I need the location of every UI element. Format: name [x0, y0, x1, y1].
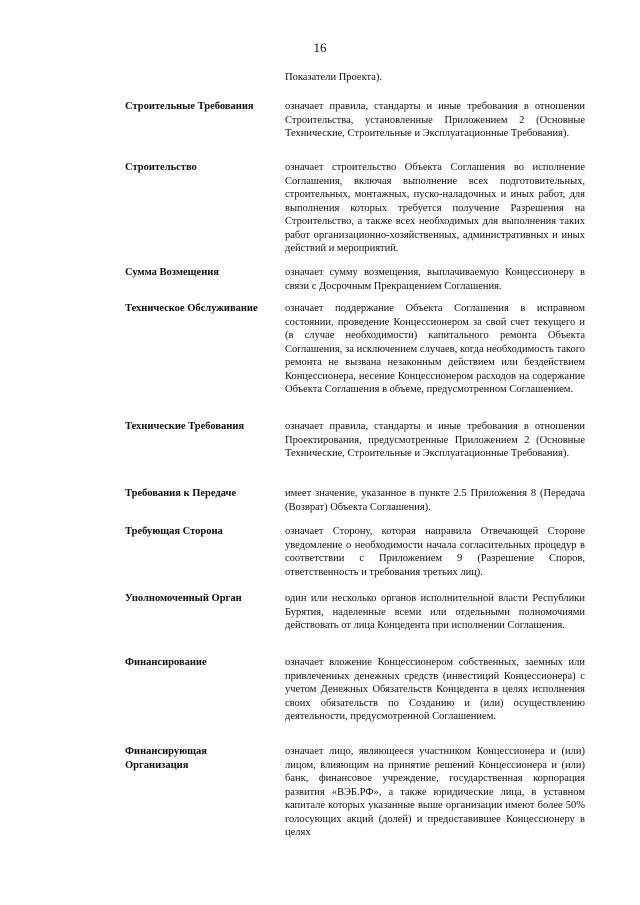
term-label: Требующая Сторона [125, 526, 223, 537]
term-definition: означает лицо, являющееся участником Концессионера и (или) лицом, влияющим на принятие решений Концессионера и (или) банк, финансовое учреждение, государственная корпорация развития «ВЭБ.РФ», а также юридические лица, в уставном капитале которых указанные выше организации имеют более 50% голосующих акций (долей) и предоставившее Концессионеру в целях [285, 746, 585, 838]
term-label: Финансирование [125, 657, 207, 668]
term-definition: один или несколько органов исполнительной власти Республики Бурятия, наделенные всеми или отдельными полномочиями действовать от лица Концедента при исполнении Соглашения. [285, 593, 585, 631]
term-label: Строительные Требования [125, 101, 254, 112]
term-definition: означает правила, стандарты и иные требования в отношении Проектирования, предусмотренные Приложением 2 (Основные Технические, Строительные и Эксплуатационные Требования). [285, 421, 585, 459]
term-definition: имеет значение, указанное в пункте 2.5 Приложения 8 (Передача (Возврат) Объекта Соглашения). [285, 488, 585, 513]
term-definition: означает строительство Объекта Соглашения во исполнение Соглашения, включая выполнение всех подготовительных, строительных, монтажных, пуско-наладочных и иных работ, для выполнения которых требуется получение Разрешения на Строительство, а также всех необходимых для выполнения таких работ организационно-хозяйственных, административных и иных действий и мероприятий. [285, 162, 585, 254]
term-definition: означает поддержание Объекта Соглашения в исправном состоянии, проведение Концессионером за свой счет текущего и (в случае необходимости) капитального ремонта Объекта Соглашения, за исключением случаев, когда необходимость такого ремонта не вызвана незаконным действием или бездействием Концессионера, несение Концессионером расходов на содержание Объекта Соглашения в объеме, предусмотренном Соглашением. [285, 303, 585, 395]
term-definition: означает вложение Концессионером собственных, заемных или привлеченных денежных средств (инвестиций Концессионера) с учетом Денежных Обязательств Концедента в целях исполнения своих обязательств по Созданию и (или) осуществлению деятельности, предусмотренной Соглашением. [285, 657, 585, 722]
term-label: Строительство [125, 162, 197, 173]
term-label: Техническое Обслуживание [125, 303, 258, 314]
term-definition: означает правила, стандарты и иные требования в отношении Строительства, установленные Приложением 2 (Основные Технические, Строительные и Эксплуатационные Требования). [285, 101, 585, 139]
term-definition: означает сумму возмещения, выплачиваемую Концессионеру в связи с Досрочным Прекращением Соглашения. [285, 267, 585, 292]
term-label: Технические Требования [125, 421, 245, 432]
intro-text: Показатели Проекта). [285, 72, 383, 83]
term-label: Финансирующая Организация [125, 746, 207, 771]
term-label: Уполномоченный Орган [125, 593, 242, 604]
page-number: 16 [313, 40, 327, 55]
term-definition: означает Сторону, которая направила Отвечающей Стороне уведомление о необходимости начала согласительных процедур в соответствии с Приложением 9 (Разрешение Споров, ответственность и требования третьих лиц). [285, 526, 585, 578]
term-label: Сумма Возмещения [125, 267, 219, 278]
term-label: Требования к Передаче [125, 488, 237, 499]
